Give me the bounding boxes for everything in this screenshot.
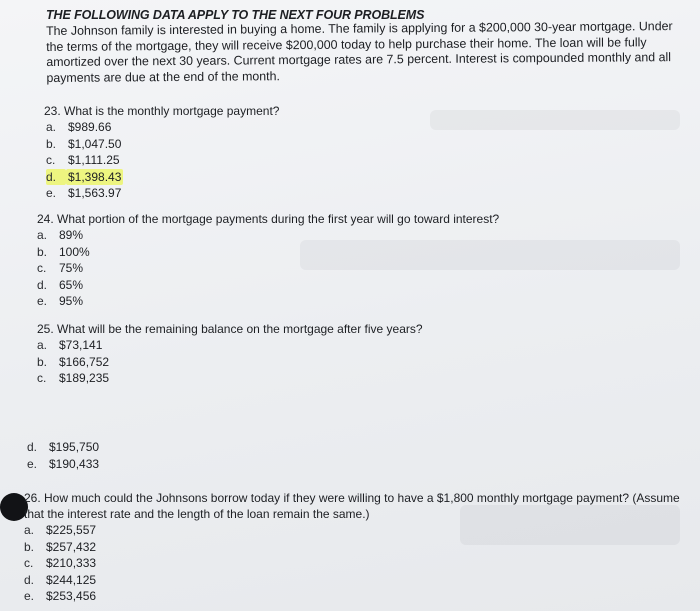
option-value: $190,433 (49, 456, 100, 471)
section-title: THE FOLLOWING DATA APPLY TO THE NEXT FOUR PROBLEMS (46, 8, 425, 22)
option-letter: b. (24, 539, 35, 554)
answer-option (37, 293, 499, 310)
answer-option (24, 539, 684, 556)
option-letter: d. (24, 572, 35, 587)
option-value: $989.66 (68, 120, 112, 134)
option-letter: c. (37, 371, 47, 385)
answer-option (37, 260, 499, 277)
option-value: 89% (59, 228, 84, 242)
show-through-text (430, 110, 680, 130)
option-letter: e. (27, 456, 38, 471)
answer-option (37, 227, 499, 244)
question-23 (44, 103, 279, 202)
option-letter: b. (46, 136, 57, 151)
option-letter: b. (37, 244, 48, 259)
option-letter: c. (37, 261, 47, 275)
option-value: 100% (59, 244, 90, 259)
option-letter: c. (24, 556, 34, 570)
question-text: 26. How much could the Johnsons borrow today if they were willing to have a $1,800 monthly mortgage payment? (Assume that the interest rate and the length of the loan remain the same.) (24, 491, 680, 521)
answer-option (46, 119, 279, 136)
problem-intro: The Johnson family is interested in buying a home. The family is applying for a $200,000 30-year mortgage. Under the terms of the mortgage, they will receive $200,000 today to help purchase their home. The loan will be fully amortized over the next 30 years. Current mortgage rates are 7.5 percent. Interest is compounded monthly and all payments are due at the end of the month. (46, 19, 673, 85)
option-letter: b. (37, 354, 48, 369)
answer-option (46, 185, 279, 202)
option-letter: a. (37, 338, 48, 352)
option-value: $244,125 (46, 572, 97, 587)
option-value: $1,111.25 (68, 153, 120, 167)
question-text: 24. What portion of the mortgage payments during the first year will go toward interest? (37, 212, 500, 226)
option-value: $189,235 (59, 371, 110, 385)
answer-option (46, 152, 279, 169)
option-value: 95% (59, 294, 84, 308)
option-letter: d. (27, 440, 38, 454)
option-value: $225,557 (46, 523, 97, 537)
answer-option (24, 555, 684, 572)
option-value: $195,750 (49, 440, 100, 454)
answer-option-highlighted (46, 169, 279, 186)
option-letter: e. (24, 589, 35, 603)
question-text: 23. What is the monthly mortgage payment? (44, 104, 280, 118)
option-letter: e. (37, 294, 48, 308)
option-value: $253,456 (46, 589, 97, 603)
answer-option (24, 588, 684, 605)
option-value: $73,141 (59, 338, 103, 352)
question-25 (37, 321, 423, 387)
answer-option (24, 572, 684, 589)
answer-option (37, 337, 423, 354)
answer-option (37, 354, 423, 371)
answer-option (27, 456, 101, 473)
option-letter: d. (37, 277, 48, 292)
option-value: $1,047.50 (68, 136, 122, 151)
option-letter: d. (46, 169, 66, 186)
question-text: 25. What will be the remaining balance on the mortgage after five years? (37, 322, 423, 336)
option-value: $210,333 (46, 556, 97, 570)
option-value: $1,398.43 (68, 169, 122, 184)
question-24 (37, 211, 499, 310)
option-value: 75% (59, 261, 84, 275)
answer-option (37, 244, 499, 261)
answer-option (37, 277, 499, 294)
option-value: 65% (59, 277, 84, 292)
option-letter: a. (46, 120, 57, 134)
option-value: $257,432 (46, 539, 97, 554)
option-letter: a. (24, 523, 35, 537)
answer-option (46, 136, 279, 153)
option-value: $166,752 (59, 354, 110, 369)
answer-option (24, 522, 684, 539)
option-letter: c. (46, 153, 56, 167)
question-26 (24, 490, 684, 605)
answer-option (27, 439, 101, 456)
question-25-continued (27, 439, 101, 472)
option-value: $1,563.97 (68, 186, 122, 200)
option-letter: a. (37, 228, 48, 242)
answer-option (37, 370, 423, 387)
option-letter: e. (46, 186, 57, 200)
